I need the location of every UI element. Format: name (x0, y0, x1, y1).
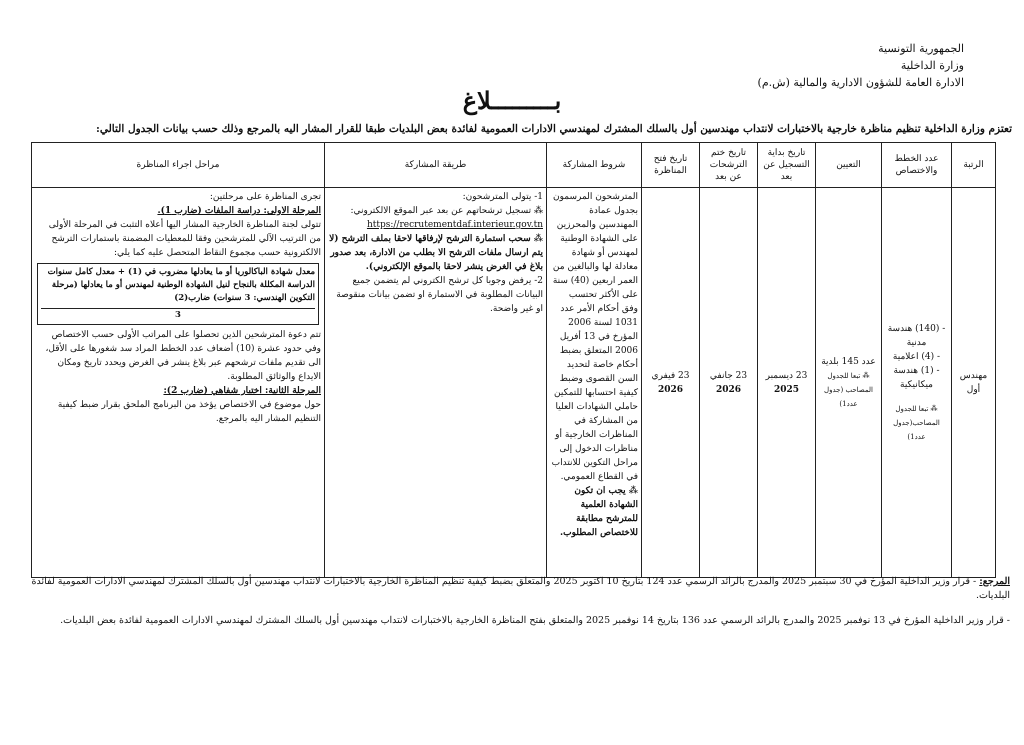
appointment-note: ⁂ تبعا للجدول المصاحب (جدول عدد1) (824, 371, 873, 408)
phase1-title: المرحلة الاولى: دراسة الملفات (ضارب 1). (157, 206, 321, 216)
announcement-title: بـــــــــلاغ (462, 86, 562, 115)
stages-intro: تجرى المناظرة على مرحلتين: (209, 192, 321, 202)
score-denominator: 3 (41, 308, 315, 322)
intro-text: تعتزم وزارة الداخلية تنظيم مناظرة خارجية بالاختبارات لانتداب مهندسين أول بالسلك المشترك لمهندسي الادارات العمومية لفائدة بعض البلديات طبقا للقرار المشار اليه بالمرجع وذلك حسب بيانات الجدول التالي: (95, 123, 1012, 135)
header-ministry: وزارة الداخلية (900, 59, 964, 72)
reference-2: - قرار وزير الداخلية المؤرخ في 13 نوفمبر 2025 والمدرج بالرائد الرسمي عدد 136 بتاريخ 14 نوفمبر 2025 والمتعلق بفتح المناظرة الخارجية بالاختبارات لانتداب مهندسين أول بالسلك المشترك لمهندسي الادارات العمومية لفائدة بعض البلديات. (60, 615, 1010, 626)
table-header-row (32, 143, 996, 188)
plan-mechanical: - (1) هندسة ميكانيكية (893, 365, 940, 390)
competition-table (31, 142, 996, 578)
reference-1-text: - قرار وزير الداخلية المؤرخ في 30 سبتمبر 2025 والمدرج بالرائد الرسمي عدد 124 بتاريخ 10 اكتوبر 2025 والمتعلق بضبط كيفية تنظيم المناظرة الخارجية بالاختبارات لانتداب مهندسين أول بالسلك المشترك لمهندسي الادارات العمومية لفائدة البلديات. (31, 576, 1010, 601)
cell-method (325, 188, 547, 578)
plan-civil: - (140) هندسة مدنية (887, 323, 946, 348)
opening-date: 23 فيفري (651, 370, 690, 381)
cell-reg-end (700, 188, 758, 578)
header-department: الادارة العامة للشؤون الادارية والمالية (ش.م) (757, 76, 964, 89)
phase1-text: تتولى لجنة المناظرة الخارجية المشار اليها أعلاه التثبت في المرحلة الأولى من الترتيب الآلي للمترشحين وفقا للمعطيات المضمنة باستمارات الترشح الالكترونية حسب مجموع النقاط المتحصل عليه كما يلي: (48, 220, 321, 258)
header-reg-end: تاريخ ختم الترشحات عن بعد (700, 143, 758, 188)
phase2-title: المرحلة الثانية: اختبار شفاهي (ضارب 2): (163, 386, 321, 396)
registration-link[interactable]: https://recrutementdaf.interieur.gov.tn (366, 220, 543, 230)
reg-start-date: 23 ديسمبر (765, 370, 808, 381)
cell-conditions (547, 188, 642, 578)
header-reg-start: تاريخ بداية التسجيل عن بعد (758, 143, 816, 188)
cell-reg-start (758, 188, 816, 578)
issuer-header (758, 40, 964, 91)
conditions-must: ⁂ يجب ان تكون الشهادة العلمية للمترشح مطابقة للاختصاص المطلوب. (559, 486, 638, 538)
method-item2: 2- يرفض وجوبا كل ترشح الكتروني لم يتضمن جميع البيانات المطلوبة في الاستمارة او تضمن بيانات منقوصة او غير واضحة. (336, 276, 543, 314)
cell-stages (32, 188, 325, 578)
header-stages: مراحل اجراء المناظرة (32, 143, 325, 188)
header-plans: عدد الخطط والاختصاص (882, 143, 952, 188)
header-conditions: شروط المشاركة (547, 143, 642, 188)
cell-plans (882, 188, 952, 578)
phase2-text: حول موضوع في الاختصاص يؤخذ من البرنامج الملحق بقرار ضبط كيفية التنظيم المشار اليه بالمرجع. (57, 400, 321, 424)
method-item1b: ⁂ سحب استمارة الترشح لإرفاقها لاحقا بملف الترشح (لا يتم ارسال ملفات الترشح الا بطلب من الادارة، بعد صدور بلاغ في الغرض ينشر لاحقا بالموقع الإلكتروني). (329, 234, 543, 272)
reference-1 (20, 575, 1010, 603)
conditions-text: المترشحون المرسمون بجدول عمادة المهندسين والمحرزين على الشهادة الوطنية لمهندس أو شهادة معادلة لها والبالغين من العمر اربعين (40) سنة على الأكثر تحتسب وفق أحكام الأمر عدد 1031 لسنة 2006 المؤرخ في 13 أفريل 2006 المتعلق بضبط أحكام خاصة لتحديد السن القصوى وضبط كيفية احتسابها للتمكين حاملي الشهادات العليا من المشاركة في المناظرات الخارجية أو مناظرات الدخول إلى مراحل التكوين للانتداب في القطاع العمومي. (551, 192, 638, 482)
appointment-count: عدد 145 بلدية (821, 356, 876, 367)
reference-label: المرجع: (979, 576, 1010, 587)
method-item1a: ⁂ تسجيل ترشحاتهم عن بعد عبر الموقع الالكتروني: (350, 206, 543, 216)
header-method: طريقة المشاركة (325, 143, 547, 188)
stages-after: تتم دعوة المترشحين الذين تحصلوا على المراتب الأولى حسب الاختصاص وفي حدود عشرة (10) أضعاف عدد الخطط المراد سد شغورها على الأقل، الى تقديم ملفات ترشحهم عبر بلاغ ينشر في الغرض ويحدد تاريخ ومكان الايداع والوثائق المطلوبة. (45, 330, 321, 382)
header-opening: تاريخ فتح المناظرة (642, 143, 700, 188)
score-formula-box (37, 263, 319, 325)
opening-year: 2026 (657, 384, 684, 395)
header-appointment: التعيين (816, 143, 882, 188)
reg-end-date: 23 جانفي (709, 370, 748, 381)
plan-it: - (4) اعلامية (892, 351, 941, 362)
reg-end-year: 2026 (715, 384, 742, 395)
reg-start-year: 2025 (773, 384, 800, 395)
header-country: الجمهورية التونسية (878, 42, 964, 55)
header-rank: الرتبة (952, 143, 996, 188)
method-item1: 1- يتولى المترشحون: (462, 192, 543, 202)
cell-opening (642, 188, 700, 578)
cell-appointment (816, 188, 882, 578)
cell-rank: مهندس أول (952, 188, 996, 578)
table-row (32, 188, 996, 578)
plans-note: ⁂ تبعا للجدول المصاحب(جدول عدد1) (893, 404, 940, 441)
score-formula: معدل شهادة الباكالوريا أو ما يعادلها مضروب في (1) + معدل كامل سنوات الدراسة المكللة بالنجاح لنيل الشهادة الوطنية لمهندس أو ما يعادلها (مرحلة التكوين الهندسي: 3 سنوات) ضارب(2) (47, 267, 315, 303)
